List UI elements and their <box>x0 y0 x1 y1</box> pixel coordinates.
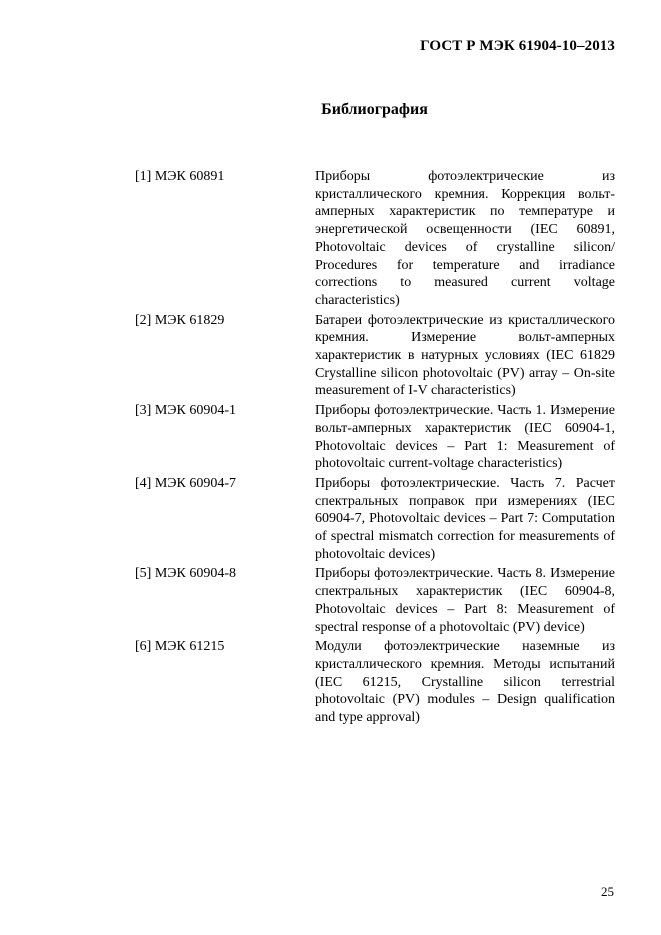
entry-description: Приборы фотоэлектрические. Часть 7. Расчет спектральных поправок при измерениях (IEC 60904-7, Photovoltaic devices – Part 7: Computation of spectral mismatch correction for measurements of photovoltaic devices) <box>315 475 615 562</box>
bibliography-entry <box>135 402 615 473</box>
page-number: 25 <box>601 884 614 899</box>
entry-reference: [4] МЭК 60904-7 <box>135 475 237 491</box>
entry-reference: [5] МЭК 60904-8 <box>135 566 237 582</box>
entry-reference: [6] МЭК 61215 <box>135 639 225 655</box>
bibliography-entry <box>135 565 615 636</box>
bibliography-entry <box>135 168 615 310</box>
entry-reference: [1] МЭК 60891 <box>135 169 225 184</box>
entry-description: Приборы фотоэлектрические. Часть 1. Измерение вольт-амперных характеристик (IEC 60904-1, Photovoltaic devices – Part 1: Measurement of photovoltaic current-voltage characteristics) <box>315 403 615 472</box>
entry-description: Модули фотоэлектрические наземные из кристаллического кремния. Методы испытаний (IEC 61215, Crystalline silicon terrestrial photovoltaic (PV) modules – Design qualification and type approval) <box>315 639 615 726</box>
entry-description: Батареи фотоэлектрические из кристаллического кремния. Измерение вольт-амперных характеристик в натурных условиях (IEC 61829 Crystalline silicon photovoltaic (PV) array – On-site measurement of I-V characteristics) <box>315 312 615 399</box>
entry-description: Приборы фотоэлектрические. Часть 8. Измерение спектральных характеристик (IEC 60904-8, Photovoltaic devices – Part 8: Measurement of spectral response of a photovoltaic (PV) device) <box>315 566 615 635</box>
bibliography-list <box>135 168 615 729</box>
bibliography-entry <box>135 475 615 564</box>
entry-reference: [3] МЭК 60904-1 <box>135 403 237 419</box>
page-title: Библиография <box>321 101 428 118</box>
document-header: ГОСТ Р МЭК 61904-10–2013 <box>420 38 615 54</box>
bibliography-entry <box>135 638 615 727</box>
bibliography-entry <box>135 312 615 401</box>
entry-reference: [2] МЭК 61829 <box>135 312 225 328</box>
entry-description: Приборы фотоэлектрические из кристаллического кремния. Коррекция вольт-амперных характеристик по температуре и энергетической освещенности (IEC 60891, Photovoltaic devices of crystalline silicon/ Procedures for temperature and irradiance corrections to measured current voltage characteristics) <box>315 169 615 308</box>
